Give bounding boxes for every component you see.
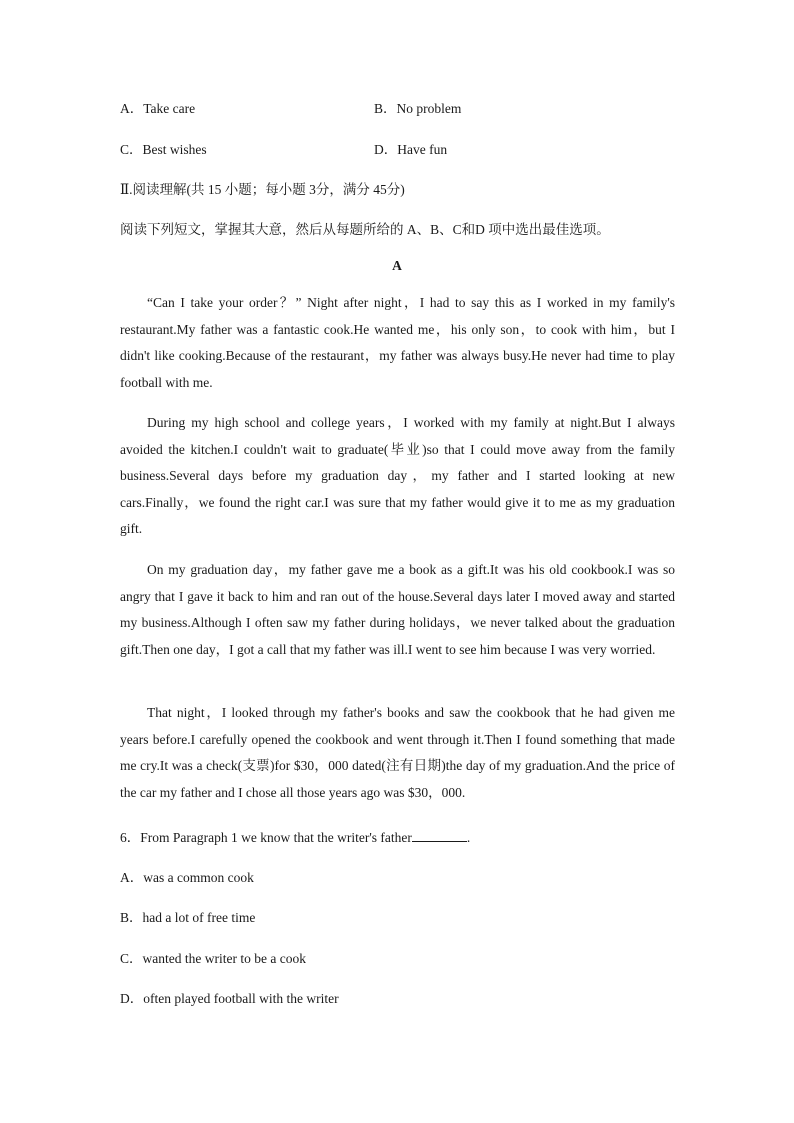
section-header: Ⅱ.阅读理解(共 15 小题；每小题 3分，满分 45分) xyxy=(120,182,405,197)
question-6-end: . xyxy=(466,830,471,845)
answer-blank xyxy=(412,829,467,842)
paragraph-4-text: That night，I looked through my father's books and saw the cookbook that he had given me years before.I carefully opened the cookbook and went through it.Then I found something that made me cry.It was a check(支票)for $30，000 dated(注有日期)the day of my graduation.And the price of the car my father and I chose all those years ago was $30，000. xyxy=(120,705,675,800)
passage-paragraph-2 xyxy=(120,410,675,543)
q5-option-c: C．Best wishes xyxy=(120,142,207,157)
question-6-text: 6．From Paragraph 1 we know that the writer's father xyxy=(120,830,412,845)
paragraph-2-text: During my high school and college years，I worked with my family at night.But I always avoided the kitchen.I couldn't wait to graduate(毕业)so that I could move away from the family business.Several days before my graduation day，my father and I started looking at new cars.Finally，we found the right car.I was sure that my father would give it to me as my graduation gift. xyxy=(120,415,675,536)
q6-option-d: D．often played football with the writer xyxy=(120,991,339,1006)
question-6-stem xyxy=(120,826,675,846)
q6-option-c: C．wanted the writer to be a cook xyxy=(120,951,306,966)
paragraph-3-text: On my graduation day，my father gave me a book as a gift.It was his old cookbook.I was so angry that I gave it back to him and ran out of the house.Several days later I moved away and started my business.Although I often saw my father during holidays，we never talked about the graduation gift.Then one day，I got a call that my father was ill.I went to see him because I was very worried. xyxy=(120,562,675,657)
passage-label: A xyxy=(392,258,402,273)
q6-option-a: A．was a common cook xyxy=(120,870,254,885)
q6-option-b: B．had a lot of free time xyxy=(120,910,256,925)
passage-paragraph-4 xyxy=(120,700,675,806)
section-instruction: 阅读下列短文，掌握其大意，然后从每题所给的 A、B、C和D 项中选出最佳选项。 xyxy=(120,222,610,237)
q5-option-d: D．Have fun xyxy=(374,142,448,157)
paragraph-1-text: “Can I take your order？” Night after night，I had to say this as I worked in my family's restaurant.My father was a fantastic cook.He wanted me，his only son，to cook with him，but I didn't like cooking.Because of the restaurant，my father was always busy.He never had time to play football with me. xyxy=(120,295,675,390)
passage-paragraph-3 xyxy=(120,557,675,663)
passage-paragraph-1 xyxy=(120,290,675,396)
q5-option-b: B．No problem xyxy=(374,101,462,116)
q5-option-a: A．Take care xyxy=(120,101,196,116)
